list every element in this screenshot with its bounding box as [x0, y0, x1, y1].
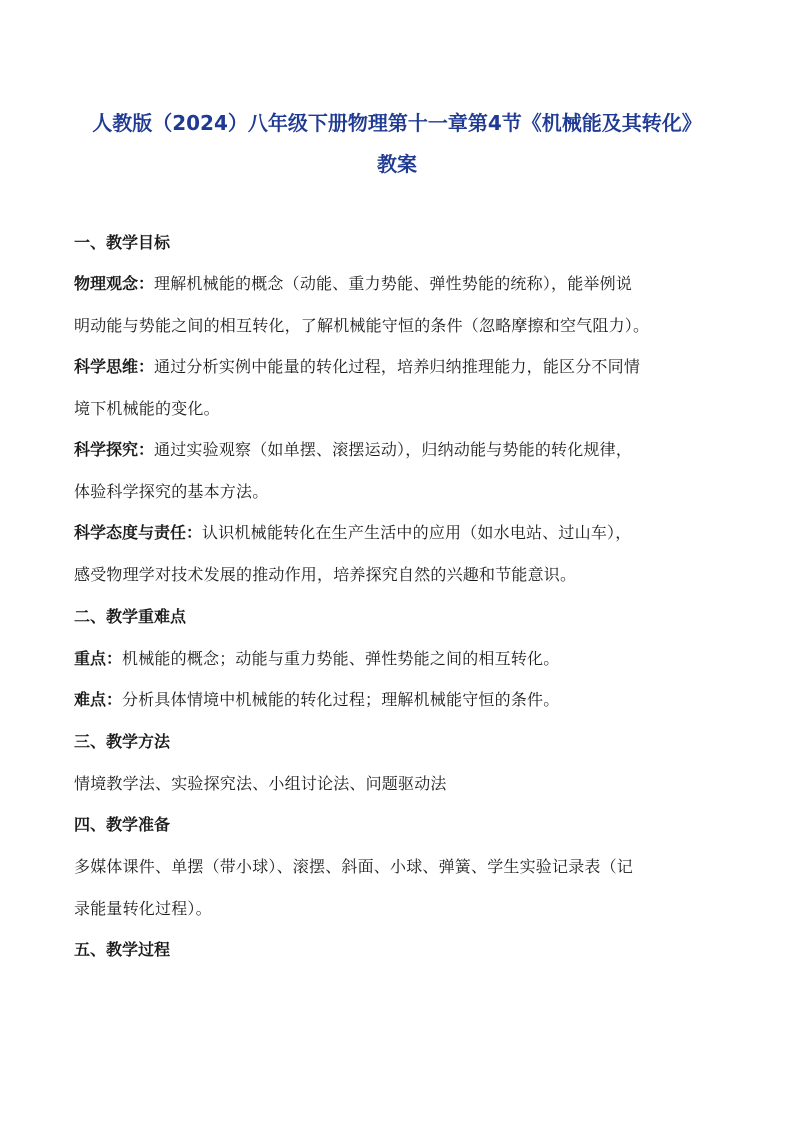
objective-text-continued: 明动能与势能之间的相互转化，了解机械能守恒的条件（忽略摩擦和空气阻力）。 — [74, 316, 650, 335]
objective-text: 认识机械能转化在生产生活中的应用（如水电站、过山车）， — [202, 523, 632, 542]
objective-text: 通过分析实例中能量的转化过程，培养归纳推理能力，能区分不同情 — [154, 357, 641, 376]
section-heading-objectives: 一、教学目标 — [74, 233, 171, 252]
objective-text-continued: 境下机械能的变化。 — [74, 399, 220, 418]
preparation-text-continued: 录能量转化过程）。 — [74, 899, 212, 918]
section-heading-preparation: 四、教学准备 — [74, 815, 171, 834]
difficult-point-text: 分析具体情境中机械能的转化过程；理解机械能守恒的条件。 — [122, 690, 560, 709]
difficult-point-label: 难点： — [74, 690, 123, 709]
objective-attitude-responsibility — [74, 522, 631, 544]
objective-scientific-inquiry — [74, 439, 632, 461]
objective-text: 通过实验观察（如单摆、滚摆运动），归纳动能与势能的转化规律， — [154, 440, 633, 459]
key-point-label: 重点： — [74, 649, 123, 668]
objective-physics-concept — [74, 273, 632, 295]
section-heading-key-points: 二、教学重难点 — [74, 607, 187, 626]
section-heading-process: 五、教学过程 — [74, 940, 171, 959]
objective-label: 物理观念： — [74, 274, 155, 293]
document-title-line2: 教案 — [377, 152, 417, 176]
objective-text-continued: 体验科学探究的基本方法。 — [74, 482, 269, 501]
objective-scientific-thinking — [74, 356, 640, 378]
objective-text-continued: 感受物理学对技术发展的推动作用，培养探究自然的兴趣和节能意识。 — [74, 565, 577, 584]
preparation-text: 多媒体课件、单摆（带小球）、滚摆、斜面、小球、弹簧、学生实验记录表（记 — [74, 857, 634, 876]
key-point-text: 机械能的概念；动能与重力势能、弹性势能之间的相互转化。 — [122, 649, 560, 668]
key-point — [74, 648, 559, 670]
objective-label: 科学思维： — [74, 357, 155, 376]
section-heading-methods: 三、教学方法 — [74, 732, 171, 751]
objective-label: 科学探究： — [74, 440, 155, 459]
difficult-point — [74, 689, 559, 711]
methods-text: 情境教学法、实验探究法、小组讨论法、问题驱动法 — [74, 774, 447, 793]
objective-label: 科学态度与责任： — [74, 523, 203, 542]
objective-text: 理解机械能的概念（动能、重力势能、弹性势能的统称），能举例说 — [154, 274, 633, 293]
document-title-line1: 人教版（2024）八年级下册物理第十一章第4节《机械能及其转化》 — [92, 111, 702, 135]
